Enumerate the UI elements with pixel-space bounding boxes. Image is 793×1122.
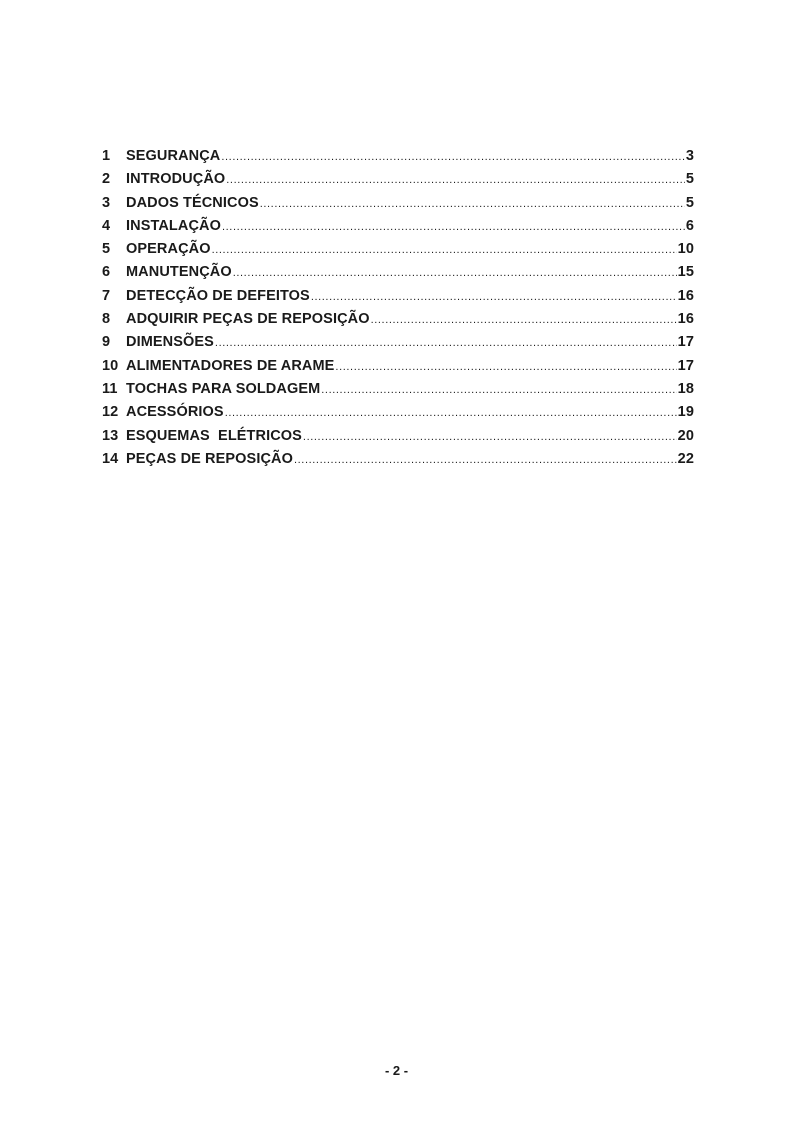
toc-entry[interactable] [102,358,694,381]
toc-entry-page: 10 [677,241,694,258]
toc-entry-number: 12 [102,404,119,421]
toc-entry-title: MANUTENÇÃO [126,264,232,281]
page-number: - 2 - [384,1063,409,1078]
toc-entry-title: OPERAÇÃO [126,241,211,258]
toc-entry[interactable] [102,148,694,171]
toc-dot-leader [215,337,677,349]
toc-dot-leader [371,314,677,326]
toc-dot-leader [222,221,685,233]
toc-entry-title: INSTALAÇÃO [126,217,221,234]
toc-entry[interactable] [102,288,694,311]
toc-entry-number: 9 [102,334,111,351]
toc-entry-page: 22 [677,450,694,467]
toc-entry[interactable] [102,241,694,264]
toc-dot-leader [311,291,677,303]
toc-entry[interactable] [102,264,694,287]
toc-entry[interactable] [102,404,694,427]
toc-dot-leader [221,151,684,163]
toc-dot-leader [212,244,677,256]
toc-entry-number: 14 [102,450,119,467]
toc-entry-title: INTRODUÇÃO [126,171,226,188]
toc-entry-page: 15 [677,264,694,281]
toc-entry-number: 6 [102,264,111,281]
toc-entry-number: 3 [102,194,111,211]
toc-entry-title: ESQUEMAS ELÉTRICOS [126,427,302,444]
toc-entry-page: 16 [677,311,694,328]
toc-dot-leader [294,454,677,466]
toc-dot-leader [225,407,677,419]
table-of-contents [102,148,694,474]
toc-dot-leader [260,198,685,210]
toc-entry-title: TOCHAS PARA SOLDAGEM [126,380,321,397]
toc-entry-page: 19 [677,404,694,421]
toc-entry[interactable] [102,381,694,404]
toc-entry[interactable] [102,334,694,357]
toc-entry-title: DADOS TÉCNICOS [126,194,259,211]
toc-dot-leader [233,267,677,279]
toc-entry[interactable] [102,171,694,194]
toc-entry-title: DETECÇÃO DE DEFEITOS [126,287,310,304]
toc-entry-number: 4 [102,217,111,234]
toc-entry-title: PEÇAS DE REPOSIÇÃO [126,450,293,467]
toc-entry-number: 13 [102,427,119,444]
toc-entry[interactable] [102,311,694,334]
toc-entry-title: DIMENSÕES [126,334,214,351]
toc-entry-page: 6 [685,217,694,234]
toc-entry-page: 16 [677,287,694,304]
toc-entry-number: 2 [102,171,111,188]
toc-entry[interactable] [102,218,694,241]
toc-entry-number: 1 [102,148,111,164]
toc-entry-title: SEGURANÇA [126,148,221,164]
toc-dot-leader [303,431,677,443]
toc-entry-title: ACESSÓRIOS [126,404,224,421]
toc-entry-title: ALIMENTADORES DE ARAME [126,357,335,374]
toc-entry-page: 5 [685,171,694,188]
toc-entry-page: 5 [685,194,694,211]
toc-entry-number: 10 [102,357,119,374]
toc-entry[interactable] [102,451,694,474]
toc-entry-page: 18 [677,380,694,397]
toc-dot-leader [226,174,685,186]
toc-entry-number: 11 [102,380,118,397]
toc-dot-leader [335,361,676,373]
toc-dot-leader [321,384,676,396]
toc-entry-title: ADQUIRIR PEÇAS DE REPOSIÇÃO [126,311,370,328]
toc-entry-page: 20 [677,427,694,444]
toc-entry[interactable] [102,195,694,218]
toc-entry-number: 8 [102,311,111,328]
toc-entry-page: 3 [685,148,694,164]
toc-entry-page: 17 [677,334,694,351]
toc-entry-number: 5 [102,241,111,258]
toc-entry[interactable] [102,428,694,451]
toc-entry-number: 7 [102,287,111,304]
toc-entry-page: 17 [677,357,694,374]
